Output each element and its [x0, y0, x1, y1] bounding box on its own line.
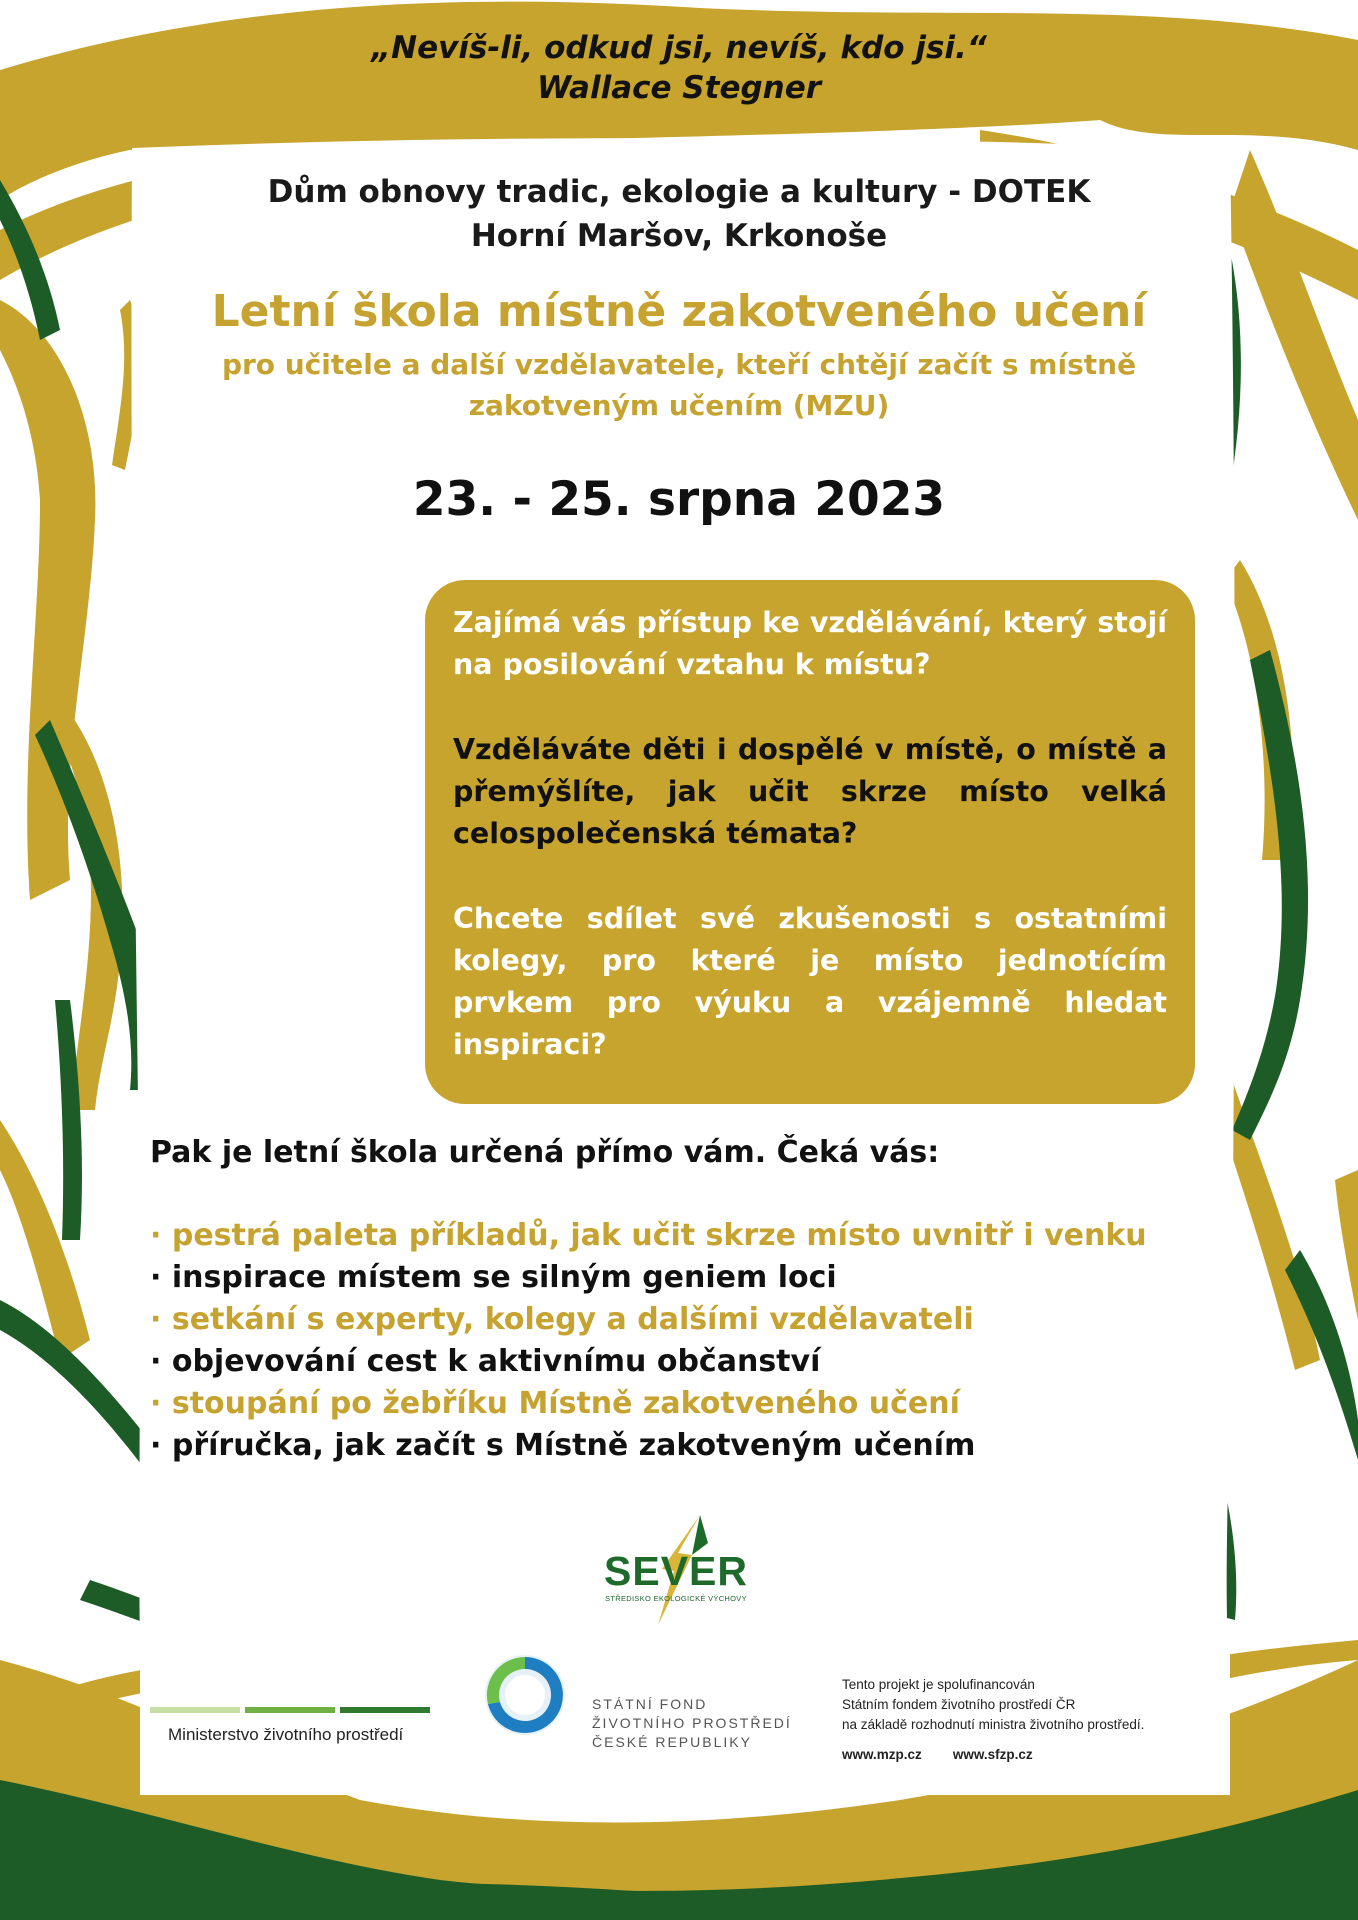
organizer-name: Dům obnovy tradic, ekologie a kultury - DOTEK — [267, 174, 1091, 210]
offer-list — [150, 1215, 1147, 1467]
list-item: · setkání s experty, kolegy a dalšími vzdělavateli — [150, 1302, 974, 1337]
list-item: · inspirace místem se silným geniem loci — [150, 1260, 837, 1295]
sfzp-logo-name — [592, 1695, 792, 1752]
funding-line-2: Státním fondem životního prostředí ČR — [842, 1697, 1076, 1712]
offer-intro: Pak je letní škola určená přímo vám. Čeká vás: — [150, 1135, 940, 1170]
quote-author: Wallace Stegner — [536, 70, 822, 106]
mzp-link[interactable]: www.mzp.cz — [842, 1747, 922, 1762]
mzp-logo-name: Ministerstvo životního prostředí — [168, 1725, 404, 1744]
list-item: · objevování cest k aktivnímu občanství — [150, 1344, 821, 1379]
mzp-logo-bars — [150, 1707, 430, 1713]
list-item: · příručka, jak začít s Místně zakotveným učením — [150, 1428, 976, 1463]
funding-links — [842, 1747, 1033, 1762]
list-item: · stoupání po žebříku Místně zakotveného učení — [150, 1386, 960, 1421]
organizer-block — [0, 170, 1358, 258]
event-subtitle — [0, 344, 1358, 426]
event-subtitle-line-1: pro učitele a další vzdělavatele, kteří chtějí začít s místně — [221, 348, 1137, 381]
organizer-location: Horní Maršov, Krkonoše — [470, 218, 888, 254]
sfzp-line-2: ŽIVOTNÍHO PROSTŘEDÍ — [592, 1715, 792, 1731]
quote-text: „Nevíš-li, odkud jsi, nevíš, kdo jsi.“ — [371, 30, 987, 66]
sever-logo-subtitle: STŘEDISKO EKOLOGICKÉ VÝCHOVY — [605, 1594, 747, 1603]
sfzp-circle-icon — [482, 1652, 568, 1738]
sfzp-line-3: ČESKÉ REPUBLIKY — [592, 1734, 752, 1750]
sever-logo-name: SEVER — [604, 1548, 748, 1594]
list-item: · pestrá paleta příkladů, jak učit skrze místo uvnitř i venku — [150, 1218, 1147, 1253]
quote-block — [0, 28, 1358, 108]
event-title: Letní škola místně zakotveného učení — [211, 286, 1147, 337]
funding-line-3: na základě rozhodnutí ministra životního prostředí. — [842, 1717, 1145, 1732]
funding-line-1: Tento projekt je spolufinancován — [842, 1677, 1035, 1692]
question-2: Vzděláváte děti i dospělé v místě, o místě a přemýšlíte, jak učit skrze místo velká celospolečenská témata? — [453, 733, 1167, 850]
event-subtitle-line-2: zakotveným učením (MZU) — [468, 389, 890, 422]
sfzp-line-1: STÁTNÍ FOND — [592, 1696, 708, 1712]
question-3: Chcete sdílet své zkušenosti s ostatními kolegy, pro které je místo jednotícím prvkem pro výuku a vzájemně hledat inspiraci? — [453, 902, 1167, 1061]
event-dates: 23. - 25. srpna 2023 — [412, 472, 946, 527]
question-1: Zajímá vás přístup ke vzdělávání, který stojí na posilování vztahu k místu? — [453, 606, 1167, 681]
sfzp-link[interactable]: www.sfzp.cz — [952, 1747, 1033, 1762]
funding-note — [842, 1675, 1144, 1735]
questions-box — [425, 580, 1195, 1104]
